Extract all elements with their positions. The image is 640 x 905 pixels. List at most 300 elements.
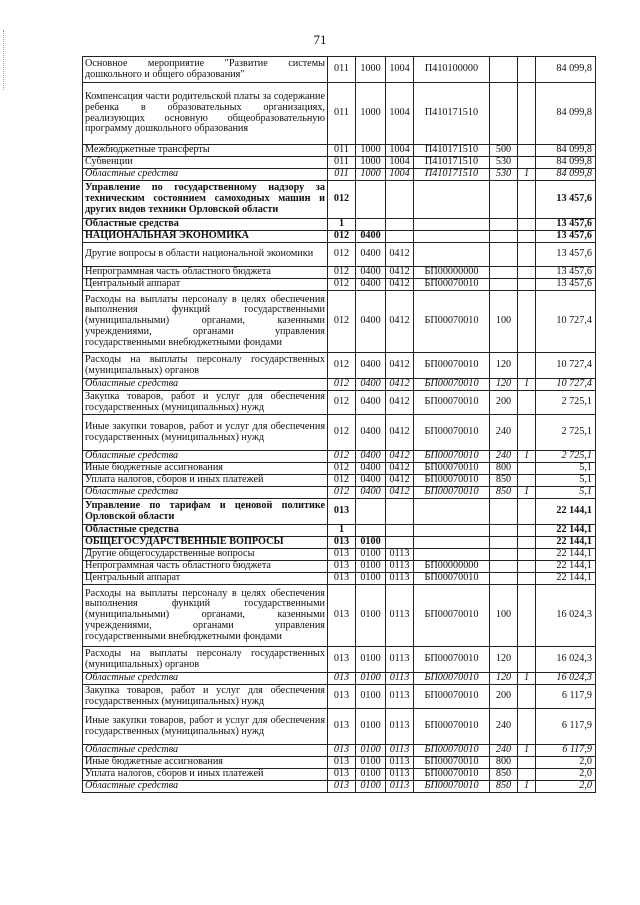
row-source-cell — [518, 463, 536, 475]
row-amount-cell: 22 144,1 — [536, 525, 596, 537]
row-amount-cell: 10 727,4 — [536, 291, 596, 353]
row-gr-code-cell: 012 — [328, 415, 356, 451]
row-target-article-cell: П410171510 — [414, 83, 490, 145]
row-target-article-cell — [414, 243, 490, 267]
row-gr-code-cell: 011 — [328, 157, 356, 169]
row-name-cell: Расходы на выплаты персоналу в целях обеспечения выполнения функций государственными (муниципальными) органами, казенными учреждениями, органами управления государственными внебюджетными фондами — [83, 291, 328, 353]
table-row — [83, 181, 596, 219]
row-target-article-cell: П410100000 — [414, 57, 490, 83]
row-amount-cell: 10 727,4 — [536, 379, 596, 391]
row-expense-type-cell — [490, 525, 518, 537]
row-section-cell: 0400 — [356, 463, 386, 475]
row-gr-code-cell: 012 — [328, 463, 356, 475]
row-section-cell: 0400 — [356, 231, 386, 243]
row-expense-type-cell — [490, 561, 518, 573]
row-expense-type-cell — [490, 181, 518, 219]
row-subsection-cell: 0412 — [386, 475, 414, 487]
table-row — [83, 379, 596, 391]
row-amount-cell: 2,0 — [536, 757, 596, 769]
row-expense-type-cell — [490, 279, 518, 291]
row-gr-code-cell: 011 — [328, 145, 356, 157]
row-target-article-cell: БП00070010 — [414, 647, 490, 673]
row-expense-type-cell: 530 — [490, 157, 518, 169]
row-section-cell: 0400 — [356, 391, 386, 415]
row-amount-cell: 6 117,9 — [536, 745, 596, 757]
budget-table-body — [83, 57, 596, 793]
row-section-cell: 0100 — [356, 757, 386, 769]
row-amount-cell: 84 099,8 — [536, 145, 596, 157]
row-name-cell: Иные бюджетные ассигнования — [83, 463, 328, 475]
row-gr-code-cell: 013 — [328, 647, 356, 673]
row-section-cell: 1000 — [356, 83, 386, 145]
row-gr-code-cell: 013 — [328, 781, 356, 793]
row-name-cell: Уплата налогов, сборов и иных платежей — [83, 769, 328, 781]
row-gr-code-cell: 011 — [328, 83, 356, 145]
row-section-cell: 0400 — [356, 415, 386, 451]
row-name-cell: Областные средства — [83, 781, 328, 793]
row-source-cell — [518, 573, 536, 585]
row-source-cell — [518, 243, 536, 267]
row-amount-cell: 84 099,8 — [536, 169, 596, 181]
row-gr-code-cell: 012 — [328, 475, 356, 487]
row-subsection-cell: 1004 — [386, 83, 414, 145]
row-subsection-cell: 0412 — [386, 267, 414, 279]
row-name-cell: Непрограммная часть областного бюджета — [83, 561, 328, 573]
row-section-cell: 0100 — [356, 709, 386, 745]
table-row — [83, 673, 596, 685]
row-expense-type-cell — [490, 549, 518, 561]
row-name-cell: Областные средства — [83, 673, 328, 685]
row-source-cell — [518, 537, 536, 549]
row-subsection-cell: 0113 — [386, 769, 414, 781]
row-name-cell: Расходы на выплаты персоналу государственных (муниципальных) органов — [83, 647, 328, 673]
row-source-cell — [518, 757, 536, 769]
row-source-cell — [518, 279, 536, 291]
row-expense-type-cell — [490, 219, 518, 231]
row-section-cell: 0100 — [356, 549, 386, 561]
row-source-cell — [518, 415, 536, 451]
table-row — [83, 415, 596, 451]
row-target-article-cell — [414, 499, 490, 525]
row-section-cell — [356, 525, 386, 537]
row-source-cell — [518, 219, 536, 231]
row-gr-code-cell: 011 — [328, 169, 356, 181]
row-amount-cell: 84 099,8 — [536, 157, 596, 169]
row-gr-code-cell: 1 — [328, 525, 356, 537]
table-row — [83, 745, 596, 757]
table-row — [83, 647, 596, 673]
row-section-cell: 0100 — [356, 561, 386, 573]
row-amount-cell: 13 457,6 — [536, 181, 596, 219]
row-target-article-cell: П410171510 — [414, 157, 490, 169]
row-expense-type-cell: 100 — [490, 291, 518, 353]
row-target-article-cell: П410171510 — [414, 145, 490, 157]
row-gr-code-cell: 011 — [328, 57, 356, 83]
table-row — [83, 769, 596, 781]
row-amount-cell: 22 144,1 — [536, 549, 596, 561]
table-row — [83, 451, 596, 463]
table-row — [83, 279, 596, 291]
row-source-cell — [518, 769, 536, 781]
row-subsection-cell: 0412 — [386, 451, 414, 463]
row-section-cell: 0400 — [356, 451, 386, 463]
row-target-article-cell: БП00070010 — [414, 685, 490, 709]
row-name-cell: Центральный аппарат — [83, 573, 328, 585]
row-gr-code-cell: 012 — [328, 279, 356, 291]
table-row — [83, 169, 596, 181]
row-subsection-cell: 0412 — [386, 391, 414, 415]
row-expense-type-cell: 530 — [490, 169, 518, 181]
row-source-cell — [518, 499, 536, 525]
row-section-cell: 1000 — [356, 57, 386, 83]
table-row — [83, 525, 596, 537]
row-amount-cell: 6 117,9 — [536, 709, 596, 745]
row-section-cell: 0400 — [356, 243, 386, 267]
row-amount-cell: 6 117,9 — [536, 685, 596, 709]
row-section-cell: 0100 — [356, 585, 386, 647]
row-expense-type-cell: 800 — [490, 757, 518, 769]
row-amount-cell: 13 457,6 — [536, 219, 596, 231]
row-subsection-cell: 1004 — [386, 57, 414, 83]
row-name-cell: Основное мероприятие "Развитие системы дошкольного и общего образования" — [83, 57, 328, 83]
table-row — [83, 391, 596, 415]
row-source-cell: 1 — [518, 673, 536, 685]
row-subsection-cell: 0113 — [386, 549, 414, 561]
row-gr-code-cell: 013 — [328, 561, 356, 573]
row-target-article-cell: БП00070010 — [414, 291, 490, 353]
row-section-cell: 0100 — [356, 769, 386, 781]
row-gr-code-cell: 013 — [328, 573, 356, 585]
row-target-article-cell — [414, 181, 490, 219]
row-amount-cell: 2 725,1 — [536, 415, 596, 451]
row-gr-code-cell: 013 — [328, 549, 356, 561]
row-amount-cell: 5,1 — [536, 475, 596, 487]
row-section-cell: 1000 — [356, 145, 386, 157]
row-subsection-cell — [386, 231, 414, 243]
row-source-cell — [518, 57, 536, 83]
table-row — [83, 757, 596, 769]
row-subsection-cell: 0412 — [386, 279, 414, 291]
row-target-article-cell: БП00070010 — [414, 415, 490, 451]
row-source-cell: 1 — [518, 169, 536, 181]
row-expense-type-cell: 100 — [490, 585, 518, 647]
row-section-cell: 0400 — [356, 353, 386, 379]
row-expense-type-cell: 120 — [490, 353, 518, 379]
row-subsection-cell: 0113 — [386, 709, 414, 745]
table-row — [83, 537, 596, 549]
row-subsection-cell: 1004 — [386, 145, 414, 157]
row-expense-type-cell: 500 — [490, 145, 518, 157]
table-row — [83, 219, 596, 231]
row-name-cell: Закупка товаров, работ и услуг для обеспечения государственных (муниципальных) нужд — [83, 391, 328, 415]
row-subsection-cell: 0113 — [386, 585, 414, 647]
row-name-cell: Уплата налогов, сборов и иных платежей — [83, 475, 328, 487]
row-amount-cell: 2,0 — [536, 781, 596, 793]
row-section-cell: 0400 — [356, 267, 386, 279]
row-subsection-cell — [386, 181, 414, 219]
row-expense-type-cell — [490, 243, 518, 267]
row-gr-code-cell: 012 — [328, 231, 356, 243]
row-target-article-cell: БП00070010 — [414, 769, 490, 781]
row-gr-code-cell: 013 — [328, 769, 356, 781]
row-source-cell: 1 — [518, 379, 536, 391]
row-section-cell — [356, 499, 386, 525]
row-amount-cell: 22 144,1 — [536, 499, 596, 525]
table-row — [83, 83, 596, 145]
row-subsection-cell: 0113 — [386, 561, 414, 573]
row-subsection-cell: 0113 — [386, 647, 414, 673]
row-gr-code-cell: 012 — [328, 291, 356, 353]
row-source-cell — [518, 353, 536, 379]
row-name-cell: Расходы на выплаты персоналу государственных (муниципальных) органов — [83, 353, 328, 379]
row-source-cell: 1 — [518, 451, 536, 463]
row-target-article-cell: БП00070010 — [414, 573, 490, 585]
row-expense-type-cell: 850 — [490, 487, 518, 499]
row-name-cell: Областные средства — [83, 525, 328, 537]
row-section-cell: 0400 — [356, 475, 386, 487]
row-name-cell: Другие вопросы в области национальной экономики — [83, 243, 328, 267]
row-source-cell: 1 — [518, 745, 536, 757]
row-source-cell — [518, 647, 536, 673]
row-expense-type-cell — [490, 573, 518, 585]
row-expense-type-cell: 200 — [490, 685, 518, 709]
row-name-cell: НАЦИОНАЛЬНАЯ ЭКОНОМИКА — [83, 231, 328, 243]
row-subsection-cell: 0113 — [386, 781, 414, 793]
row-gr-code-cell: 012 — [328, 487, 356, 499]
row-subsection-cell: 0113 — [386, 673, 414, 685]
row-name-cell: Областные средства — [83, 379, 328, 391]
row-gr-code-cell: 012 — [328, 243, 356, 267]
row-section-cell: 0400 — [356, 291, 386, 353]
row-section-cell: 0100 — [356, 745, 386, 757]
row-gr-code-cell: 013 — [328, 673, 356, 685]
row-name-cell: Компенсация части родительской платы за содержание ребенка в образовательных организациях, реализующих основную общеобразовательную программу дошкольного образования — [83, 83, 328, 145]
row-source-cell — [518, 267, 536, 279]
page-number: 71 — [313, 32, 327, 47]
row-target-article-cell: БП00070010 — [414, 585, 490, 647]
row-subsection-cell — [386, 525, 414, 537]
table-row — [83, 549, 596, 561]
table-row — [83, 487, 596, 499]
row-target-article-cell — [414, 525, 490, 537]
row-name-cell: Другие общегосударственные вопросы — [83, 549, 328, 561]
row-target-article-cell — [414, 219, 490, 231]
row-amount-cell: 22 144,1 — [536, 573, 596, 585]
row-target-article-cell: БП00070010 — [414, 781, 490, 793]
row-expense-type-cell: 850 — [490, 475, 518, 487]
row-subsection-cell — [386, 499, 414, 525]
row-section-cell: 0100 — [356, 673, 386, 685]
row-expense-type-cell: 800 — [490, 463, 518, 475]
row-expense-type-cell: 240 — [490, 415, 518, 451]
row-source-cell — [518, 145, 536, 157]
row-source-cell — [518, 231, 536, 243]
row-source-cell — [518, 525, 536, 537]
row-name-cell: Закупка товаров, работ и услуг для обеспечения государственных (муниципальных) нужд — [83, 685, 328, 709]
row-section-cell: 0100 — [356, 647, 386, 673]
row-expense-type-cell: 850 — [490, 769, 518, 781]
row-amount-cell: 13 457,6 — [536, 267, 596, 279]
row-amount-cell: 22 144,1 — [536, 537, 596, 549]
row-expense-type-cell — [490, 83, 518, 145]
row-subsection-cell: 0113 — [386, 573, 414, 585]
row-section-cell: 0100 — [356, 537, 386, 549]
row-target-article-cell: БП00000000 — [414, 561, 490, 573]
row-section-cell — [356, 181, 386, 219]
row-subsection-cell: 0113 — [386, 745, 414, 757]
row-source-cell — [518, 83, 536, 145]
row-subsection-cell: 0113 — [386, 757, 414, 769]
row-expense-type-cell: 850 — [490, 781, 518, 793]
row-source-cell — [518, 549, 536, 561]
row-section-cell: 1000 — [356, 169, 386, 181]
table-row — [83, 353, 596, 379]
row-gr-code-cell: 012 — [328, 379, 356, 391]
row-gr-code-cell: 013 — [328, 745, 356, 757]
row-source-cell — [518, 181, 536, 219]
table-row — [83, 463, 596, 475]
row-target-article-cell: БП00070010 — [414, 379, 490, 391]
row-name-cell: Иные закупки товаров, работ и услуг для обеспечения государственных (муниципальных) нужд — [83, 709, 328, 745]
row-source-cell: 1 — [518, 781, 536, 793]
row-amount-cell: 5,1 — [536, 463, 596, 475]
row-gr-code-cell: 013 — [328, 537, 356, 549]
row-expense-type-cell — [490, 231, 518, 243]
row-gr-code-cell: 013 — [328, 685, 356, 709]
row-section-cell: 0400 — [356, 379, 386, 391]
row-target-article-cell — [414, 231, 490, 243]
row-source-cell — [518, 709, 536, 745]
row-target-article-cell — [414, 537, 490, 549]
table-row — [83, 685, 596, 709]
table-row — [83, 57, 596, 83]
row-name-cell: Субвенции — [83, 157, 328, 169]
row-expense-type-cell: 240 — [490, 451, 518, 463]
row-amount-cell: 13 457,6 — [536, 279, 596, 291]
row-name-cell: Управление по государственному надзору за техническим состоянием самоходных машин и других видов техники Орловской области — [83, 181, 328, 219]
row-name-cell: Иные бюджетные ассигнования — [83, 757, 328, 769]
table-row — [83, 291, 596, 353]
row-subsection-cell: 0412 — [386, 463, 414, 475]
row-target-article-cell: БП00070010 — [414, 451, 490, 463]
row-subsection-cell — [386, 537, 414, 549]
row-gr-code-cell: 012 — [328, 451, 356, 463]
row-expense-type-cell: 120 — [490, 647, 518, 673]
row-source-cell — [518, 685, 536, 709]
row-target-article-cell: БП00070010 — [414, 757, 490, 769]
row-subsection-cell: 0412 — [386, 487, 414, 499]
row-amount-cell: 2 725,1 — [536, 391, 596, 415]
row-section-cell: 0400 — [356, 487, 386, 499]
row-subsection-cell: 1004 — [386, 157, 414, 169]
row-name-cell: Управление по тарифам и ценовой политике Орловской области — [83, 499, 328, 525]
row-gr-code-cell: 013 — [328, 709, 356, 745]
row-name-cell: Областные средства — [83, 451, 328, 463]
row-name-cell: Непрограммная часть областного бюджета — [83, 267, 328, 279]
row-amount-cell: 84 099,8 — [536, 57, 596, 83]
row-subsection-cell: 0412 — [386, 353, 414, 379]
row-section-cell: 0100 — [356, 573, 386, 585]
row-expense-type-cell: 120 — [490, 379, 518, 391]
row-expense-type-cell: 120 — [490, 673, 518, 685]
row-target-article-cell: П410171510 — [414, 169, 490, 181]
row-gr-code-cell: 1 — [328, 219, 356, 231]
row-source-cell — [518, 475, 536, 487]
row-amount-cell: 13 457,6 — [536, 243, 596, 267]
row-name-cell: Областные средства — [83, 169, 328, 181]
row-target-article-cell: БП00070010 — [414, 745, 490, 757]
row-name-cell: Расходы на выплаты персоналу в целях обеспечения выполнения функций государственными (муниципальными) органами, казенными учреждениями, органами управления государственными внебюджетными фондами — [83, 585, 328, 647]
table-row — [83, 709, 596, 745]
row-gr-code-cell: 012 — [328, 391, 356, 415]
row-gr-code-cell: 012 — [328, 181, 356, 219]
row-section-cell: 0100 — [356, 781, 386, 793]
table-row — [83, 231, 596, 243]
table-row — [83, 267, 596, 279]
row-target-article-cell: БП00070010 — [414, 279, 490, 291]
row-section-cell: 1000 — [356, 157, 386, 169]
row-source-cell — [518, 391, 536, 415]
row-amount-cell: 2 725,1 — [536, 451, 596, 463]
row-name-cell: Иные закупки товаров, работ и услуг для обеспечения государственных (муниципальных) нужд — [83, 415, 328, 451]
table-row — [83, 243, 596, 267]
row-name-cell: Межбюджетные трансферты — [83, 145, 328, 157]
row-source-cell — [518, 291, 536, 353]
row-subsection-cell — [386, 219, 414, 231]
row-source-cell: 1 — [518, 487, 536, 499]
table-row — [83, 585, 596, 647]
table-row — [83, 561, 596, 573]
table-row — [83, 573, 596, 585]
row-expense-type-cell: 240 — [490, 745, 518, 757]
row-name-cell: Областные средства — [83, 745, 328, 757]
row-gr-code-cell: 013 — [328, 499, 356, 525]
row-source-cell — [518, 561, 536, 573]
row-amount-cell: 2,0 — [536, 769, 596, 781]
row-expense-type-cell — [490, 267, 518, 279]
row-subsection-cell: 0412 — [386, 379, 414, 391]
row-amount-cell: 13 457,6 — [536, 231, 596, 243]
row-amount-cell: 10 727,4 — [536, 353, 596, 379]
table-row — [83, 157, 596, 169]
table-row — [83, 499, 596, 525]
row-expense-type-cell: 240 — [490, 709, 518, 745]
row-name-cell: Областные средства — [83, 487, 328, 499]
row-target-article-cell: БП00070010 — [414, 463, 490, 475]
row-amount-cell: 16 024,3 — [536, 585, 596, 647]
row-amount-cell: 16 024,3 — [536, 647, 596, 673]
table-row — [83, 145, 596, 157]
row-subsection-cell: 0113 — [386, 685, 414, 709]
row-target-article-cell: БП00070010 — [414, 353, 490, 379]
row-amount-cell: 84 099,8 — [536, 83, 596, 145]
row-source-cell — [518, 585, 536, 647]
row-name-cell: Областные средства — [83, 219, 328, 231]
row-target-article-cell: БП00070010 — [414, 709, 490, 745]
row-amount-cell: 16 024,3 — [536, 673, 596, 685]
row-gr-code-cell: 013 — [328, 757, 356, 769]
row-gr-code-cell: 012 — [328, 267, 356, 279]
row-amount-cell: 5,1 — [536, 487, 596, 499]
row-expense-type-cell — [490, 537, 518, 549]
row-gr-code-cell: 013 — [328, 585, 356, 647]
budget-table — [82, 56, 596, 793]
row-subsection-cell: 1004 — [386, 169, 414, 181]
row-subsection-cell: 0412 — [386, 291, 414, 353]
row-subsection-cell: 0412 — [386, 243, 414, 267]
row-target-article-cell — [414, 549, 490, 561]
row-gr-code-cell: 012 — [328, 353, 356, 379]
